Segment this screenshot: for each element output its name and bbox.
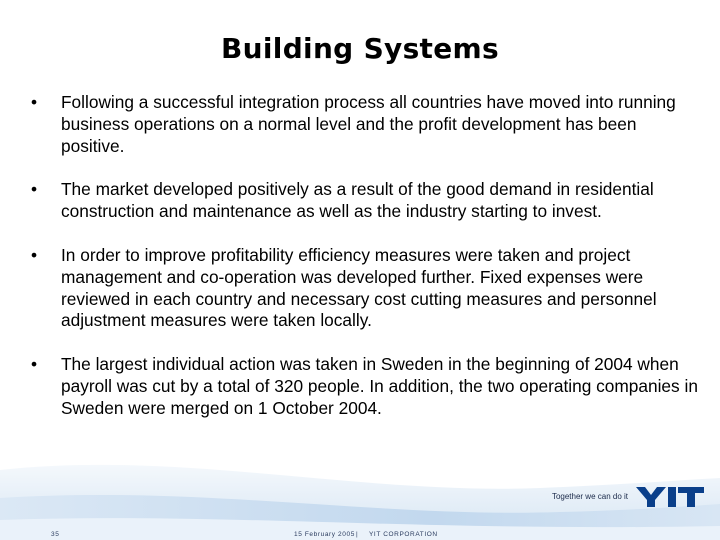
bullet-text: The market developed positively as a result of the good demand in residential construction and maintenance as well as the industry starting to invest.: [61, 179, 654, 222]
footer-separator: |: [356, 531, 359, 538]
bullet-list: [30, 92, 702, 420]
bullet-glyph: •: [31, 244, 38, 265]
bullet-glyph: •: [31, 179, 38, 200]
bullet-item: [30, 245, 702, 332]
bullet-glyph: •: [31, 92, 38, 112]
footer-company: YIT CORPORATION: [369, 531, 438, 538]
bullet-item: [30, 92, 702, 157]
bullet-glyph: •: [31, 354, 38, 375]
bullet-text: Following a successful integration process all countries have moved into running business operations on a normal level and the profit development has been positive.: [61, 92, 676, 156]
footer-wave-decoration: [0, 440, 720, 540]
tagline-text: Together we can do it: [551, 492, 628, 501]
slide-title: Building Systems: [221, 32, 499, 65]
bullet-item: [30, 179, 702, 223]
footer-date: 15 February 2005: [294, 531, 355, 538]
page-number: 35: [51, 531, 60, 538]
bullet-text: The largest individual action was taken in Sweden in the beginning of 2004 when payroll was cut by a total of 320 people. In addition, the two operating companies in Sweden were merged on 1 October 2004.: [61, 354, 698, 418]
bullet-text: In order to improve profitability efficiency measures were taken and project management and co-operation was developed further. Fixed expenses were reviewed in each country and necessary cost cutting measures and personnel adjustment measures were taken locally.: [61, 244, 657, 331]
yit-logo: [634, 485, 706, 509]
bullet-item: [30, 354, 702, 419]
